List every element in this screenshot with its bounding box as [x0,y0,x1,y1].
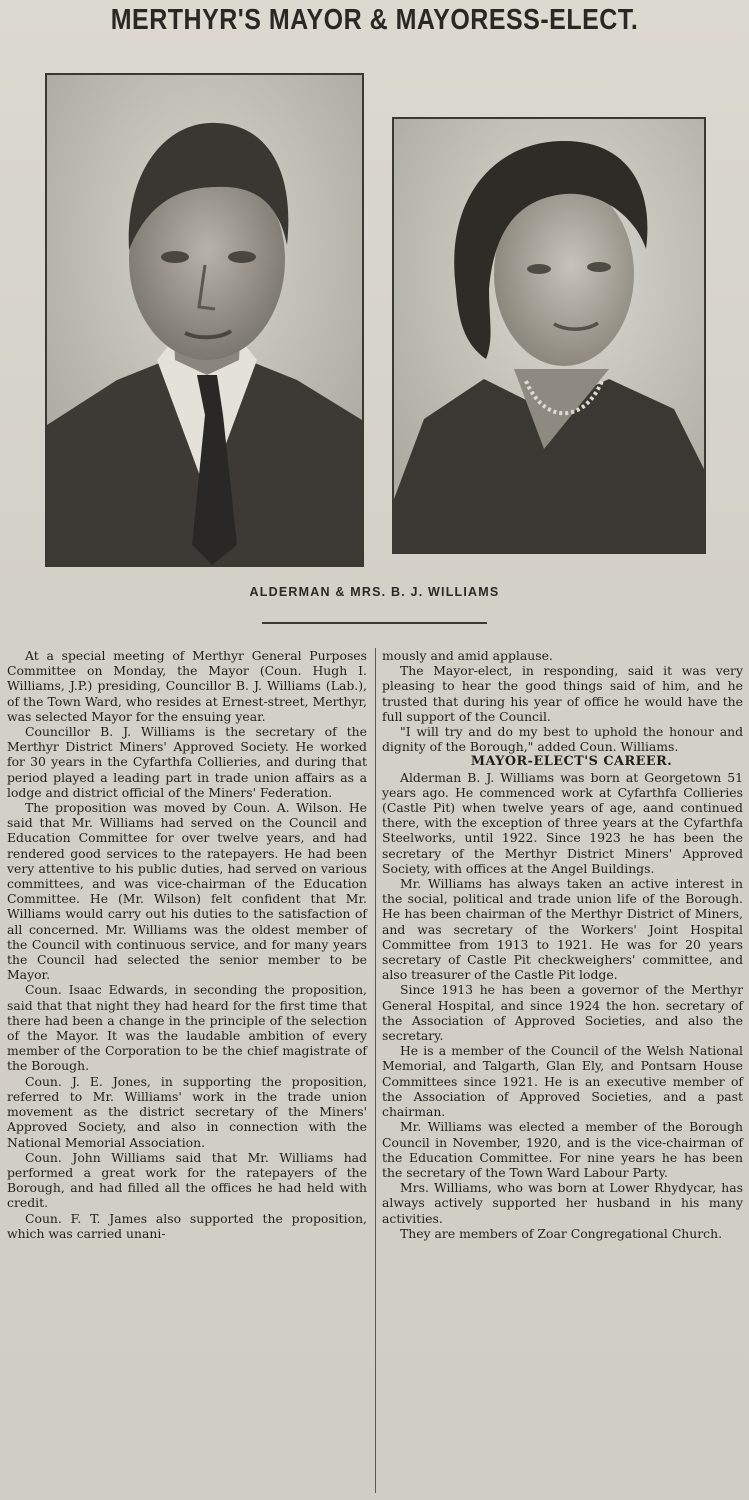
paragraph: They are members of Zoar Congregational Church. [400,1225,723,1241]
paragraph: Councillor B. J. Williams is the secretary of the Merthyr District Miners' Approved Society. He worked for 30 years in the Cyfarthfa Collieries, and during that period played a leading part in trade union affairs as a lodge and district official of the Miners' Federation. [7,724,367,800]
paragraph: He is a member of the Council of the Welsh National Memorial, and Talgarth, Glan Ely, and Pontsarn House Committees since 1921. He is an executive member of the Association of Approved Societies, and a past chairman. [382,1043,743,1120]
photo-alderman-williams [45,73,364,567]
paragraph: Mr. Williams has always taken an active interest in the social, political and trade union life of the Borough. He has been chairman of the Merthyr District of Miners, and was secretary of the Workers' Joint Hospital Committee from 1913 to 1921. He was for 20 years secretary of Castle Pit checkweighers' committee, and also treasurer of the Castle Pit lodge. [382,876,743,983]
article-column-left [7,648,367,1241]
paragraph: Coun. F. T. James also supported the proposition, which was carried unani- [7,1210,367,1241]
article-column-right [382,648,743,1241]
paragraph: Coun. Isaac Edwards, in seconding the proposition, said that that night they had heard for the first time that there had been a change in the principle of the selection of the Mayor. It was the laudable ambition of every member of the Corporation to be the chief magistrate of the Borough. [7,982,367,1074]
paragraph: At a special meeting of Merthyr General Purposes Committee on Monday, the Mayor (Coun. Hugh I. Williams, J.P.) presiding, Councillor B. J. Williams (Lab.), of the Town Ward, who resides at Ernest-street, Merthyr, was selected Mayor for the ensuing year. [7,648,367,724]
paragraph: Mrs. Williams, who was born at Lower Rhydycar, has always actively supported her husband in his many activities. [382,1180,743,1226]
photo-caption: ALDERMAN & MRS. B. J. WILLIAMS [249,585,500,599]
paragraph: The proposition was moved by Coun. A. Wilson. He said that Mr. Williams had served on the Council and Education Committee for over twelve years, and had rendered good services to the ratepayers. He had been very attentive to his public duties, had served on various committees, and was vice-chairman of the Education Committee. He (Mr. Wilson) felt confident that Mr. Williams would carry out his duties to the satisfaction of all concerned. Mr. Williams was the oldest member of the Council with continuous service, and for many years the Council had selected the senior member to be Mayor. [7,800,367,983]
caption-rule [262,622,487,624]
headline: MERTHYR'S MAYOR & MAYORESS-ELECT. [110,3,639,37]
paragraph: The Mayor-elect, in responding, said it was very pleasing to hear the good things said of him, and he trusted that during his year of office he would have the full support of the Council. [382,663,743,724]
paragraph: Mr. Williams was elected a member of the Borough Council in November, 1920, and is the vice-chairman of the Education Committee. For nine years he has been the secretary of the Town Ward Labour Party. [382,1119,743,1180]
paragraph: mously and amid applause. [382,648,553,663]
paragraph: "I will try and do my best to uphold the honour and dignity of the Borough," added Coun. Williams. [382,724,743,755]
paragraph: Since 1913 he has been a governor of the Merthyr General Hospital, and since 1924 the hon. secretary of the Association of Approved Societies, and also the secretary. [382,982,743,1044]
photo-mrs-williams [392,117,706,554]
column-divider [375,648,376,1493]
paragraph: Alderman B. J. Williams was born at Georgetown 51 years ago. He commenced work at Cyfarthfa Collieries (Castle Pit) when twelve years of age, aand continued there, with the exception of three years at the Cyfarthfa Steelworks, until 1922. Since 1923 he has been the secretary of the Merthyr District Miners' Approved Society, with offices at the Angel Buildings. [382,769,743,876]
section-subhead: MAYOR-ELECT'S CAREER. [470,754,673,770]
paragraph: Coun. John Williams said that Mr. Williams had performed a great work for the ratepayers of the Borough, and had filled all the offices he had held with credit. [7,1149,367,1211]
paragraph: Coun. J. E. Jones, in supporting the proposition, referred to Mr. Williams' work in the trade union movement as the district secretary of the Miners' Approved Society, and also in connection with the National Memorial Association. [7,1073,367,1150]
